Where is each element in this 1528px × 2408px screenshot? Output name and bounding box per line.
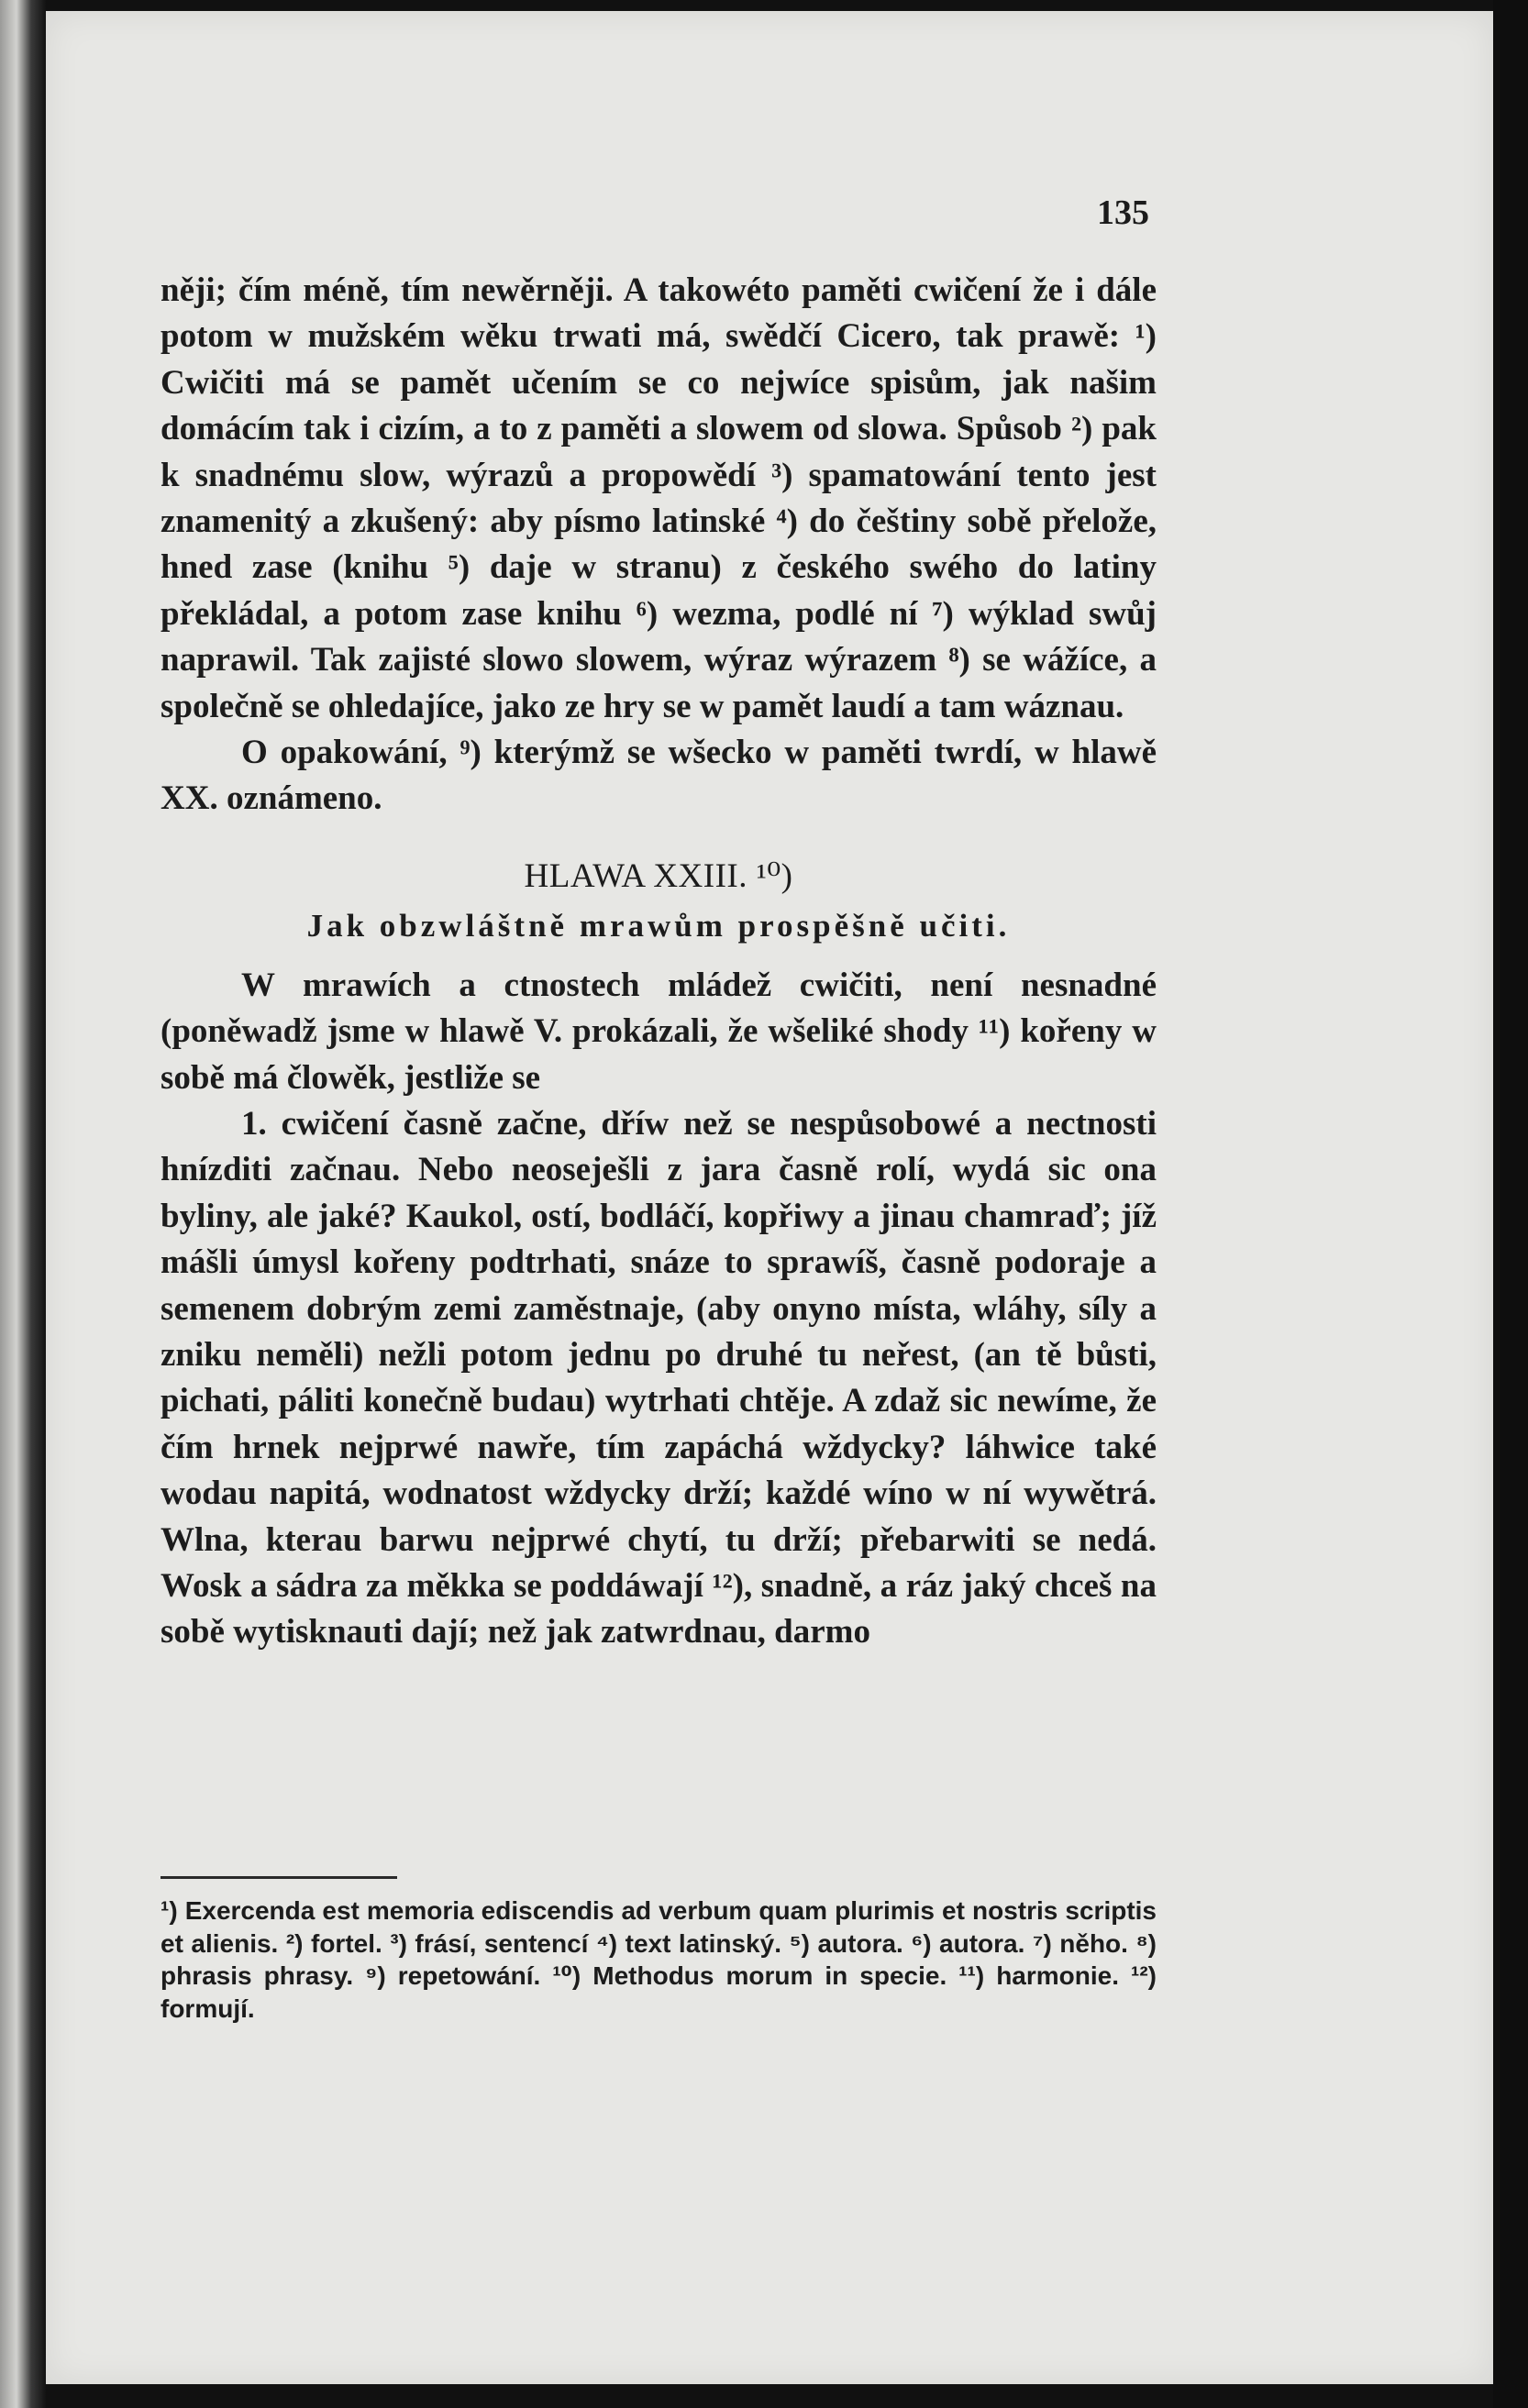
footnote-block: ¹) Exercenda est memoria ediscendis ad verbum quam plurimis et nostris scriptis et alienis. ²) fortel. ³) frásí, sentencí ⁴) text latinský. ⁵) autora. ⁶) autora. ⁷) něho. ⁸) phrasis phrasy. ⁹) repetowání. ¹⁰) Methodus morum in specie. ¹¹) harmonie. ¹²) formují. (161, 1896, 1157, 2023)
page-number: 135 (1097, 193, 1149, 232)
left-page-edge (0, 0, 46, 2408)
page-body (161, 268, 1157, 1656)
paragraph-memory-exercise: něji; čím méně, tím newěrněji. A takowéto paměti cwičení že i dále potom w mužském wěku trwati má, swědčí Cicero, tak prawě: ¹) Cwičiti má se pamět učením se co nejwíce spisům, jak našim domácím tak i cizím, a to z paměti a slowem od slowa. Spůsob ²) pak k snadnému slow, wýrazů a propowědí ³) spamatowání tento jest znamenitý a zkušený: aby písmo latinské ⁴) do češtiny sobě přelože, hned zase (knihu ⁵) daje w stranu) z českého swého do latiny překládal, a potom zase knihu ⁶) wezma, podlé ní ⁷) wýklad swůj naprawil. Tak zajisté slowo slowem, wýraz wýrazem ⁸) se wážíce, a společně se ohledajíce, jako ze hry se w pamět laudí a tam wáznau. (161, 271, 1157, 725)
chapter-title: HLAWA XXIII. ¹⁰) (524, 856, 793, 895)
paragraph-morals-intro: W mrawích a ctnostech mládež cwičiti, není nesnadné (poněwadž jsme w hlawě V. prokázali, že wšeliké shody ¹¹) kořeny w sobě má člowěk, jestliže se (161, 966, 1157, 1097)
paragraph-early-training: 1. cwičení časně začne, dříw než se nespůsobowé a nectnosti hnízditi začnau. Nebo neoseješli z jara časně rolí, wydá sic ona byliny, ale jaké? Kaukol, ostí, bodláčí, kopřiwy a jinau chamraď; jíž mášli úmysl kořeny podtrhati, snáze to sprawíš, časně podoraje a semenem dobrým zemi zaměstnaje, (aby onyno místa, wláhy, síly a zniku neměli) nežli potom jednu po druhé tu neřest, (an tě bůsti, pichati, páliti konečně budau) wytrhati chtěje. A zdaž sic newíme, že čím hrnek nejprwé nawře, tím zapáchá wždycky? láhwice také wodau napitá, wodnatost wždycky drží; každé wíno w ní wywětrá. Wlna, kterau barwu nejprwé chytí, tu drží; přebarwiti se nedá. Wosk a sádra za měkka se poddáwají ¹²), snadně, a ráz jaký chceš na sobě wytisknauti dají; než jak zatwrdnau, darmo (161, 1104, 1157, 1651)
paragraph-repetition-note: O opakowání, ⁹) kterýmž se wšecko w paměti twrdí, w hlawě XX. oznámeno. (161, 734, 1157, 818)
chapter-subtitle: Jak obzwláštně mrawům prospěšně učiti. (306, 908, 1011, 944)
footnotes (161, 1894, 1157, 2025)
footnote-divider (161, 1876, 397, 1879)
right-scan-border (1493, 0, 1528, 2408)
